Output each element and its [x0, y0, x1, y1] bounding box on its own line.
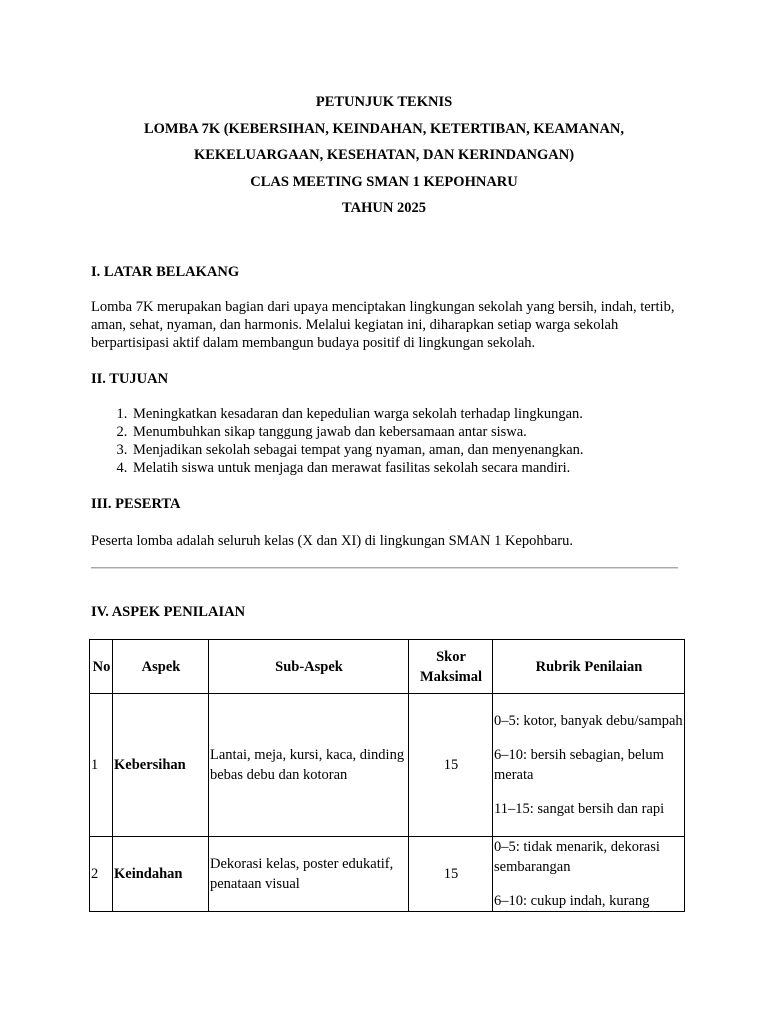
table-header-row — [90, 640, 685, 694]
table-row — [90, 694, 685, 837]
aspect-name: Keindahan — [113, 837, 209, 912]
section-heading-assessment: IV. ASPEK PENILAIAN — [91, 604, 246, 620]
section-heading-goals: II. TUJUAN — [91, 371, 169, 387]
participants-paragraph: Peserta lomba adalah seluruh kelas (X dan XI) di lingkungan SMAN 1 Kepohbaru. — [91, 533, 574, 549]
row-number: 1 — [90, 694, 113, 837]
row-number: 2 — [90, 837, 113, 912]
title-line: TAHUN 2025 — [342, 200, 426, 216]
column-header-max-score: Skor Maksimal — [409, 640, 493, 694]
title-line: CLAS MEETING SMAN 1 KEPOHNARU — [250, 173, 518, 190]
title-line: PETUNJUK TEKNIS — [315, 94, 453, 110]
section-heading-participants: III. PESERTA — [91, 496, 181, 512]
rubric-cell — [493, 837, 685, 912]
list-item: 4. Melatih siswa untuk menjaga dan merawat fasilitas sekolah secara mandiri. — [131, 459, 584, 477]
horizontal-divider — [91, 567, 678, 569]
assessment-table — [89, 639, 685, 912]
goals-list — [91, 405, 584, 477]
list-item: 3. Menjadikan sekolah sebagai tempat yang nyaman, aman, dan menyenangkan. — [131, 441, 584, 459]
rubric-item: 0–5: tidak menarik, dekorasi sembarangan — [494, 839, 660, 875]
rubric-cell — [493, 694, 685, 837]
rubric-item: 6–10: bersih sebagian, belum merata — [494, 747, 664, 783]
title-line: KEKELUARGAAN, KESEHATAN, DAN KERINDANGAN) — [193, 147, 575, 163]
section-heading-background: I. LATAR BELAKANG — [91, 264, 240, 280]
list-item: 2. Menumbuhkan sikap tanggung jawab dan kebersamaan antar siswa. — [131, 423, 584, 441]
rubric-item: 0–5: kotor, banyak debu/sampah — [494, 713, 683, 729]
background-paragraph: Lomba 7K merupakan bagian dari upaya menciptakan lingkungan sekolah yang bersih, indah, tertib, aman, sehat, nyaman, dan harmonis. Melalui kegiatan ini, diharapkan setiap warga sekolah berpartisipasi aktif dalam membangun budaya positif di lingkungan sekolah. — [91, 299, 675, 351]
list-item: 1. Meningkatkan kesadaran dan kepedulian warga sekolah terhadap lingkungan. — [131, 405, 584, 423]
sub-aspect-text: Dekorasi kelas, poster edukatif, penataan visual — [209, 837, 409, 912]
title-line: LOMBA 7K (KEBERSIHAN, KEINDAHAN, KETERTIBAN, KEAMANAN, — [143, 120, 625, 137]
table-row — [90, 837, 685, 912]
column-header-aspect: Aspek — [113, 640, 209, 694]
rubric-item: 6–10: cukup indah, kurang — [494, 893, 650, 909]
sub-aspect-text: Lantai, meja, kursi, kaca, dinding bebas debu dan kotoran — [209, 694, 409, 837]
document-title — [91, 92, 677, 225]
column-header-sub-aspect: Sub-Aspek — [209, 640, 409, 694]
aspect-name: Kebersihan — [113, 694, 209, 837]
max-score: 15 — [409, 694, 493, 837]
column-header-rubric: Rubrik Penilaian — [493, 640, 685, 694]
column-header-no: No — [90, 640, 113, 694]
rubric-item: 11–15: sangat bersih dan rapi — [494, 801, 665, 817]
max-score: 15 — [409, 837, 493, 912]
